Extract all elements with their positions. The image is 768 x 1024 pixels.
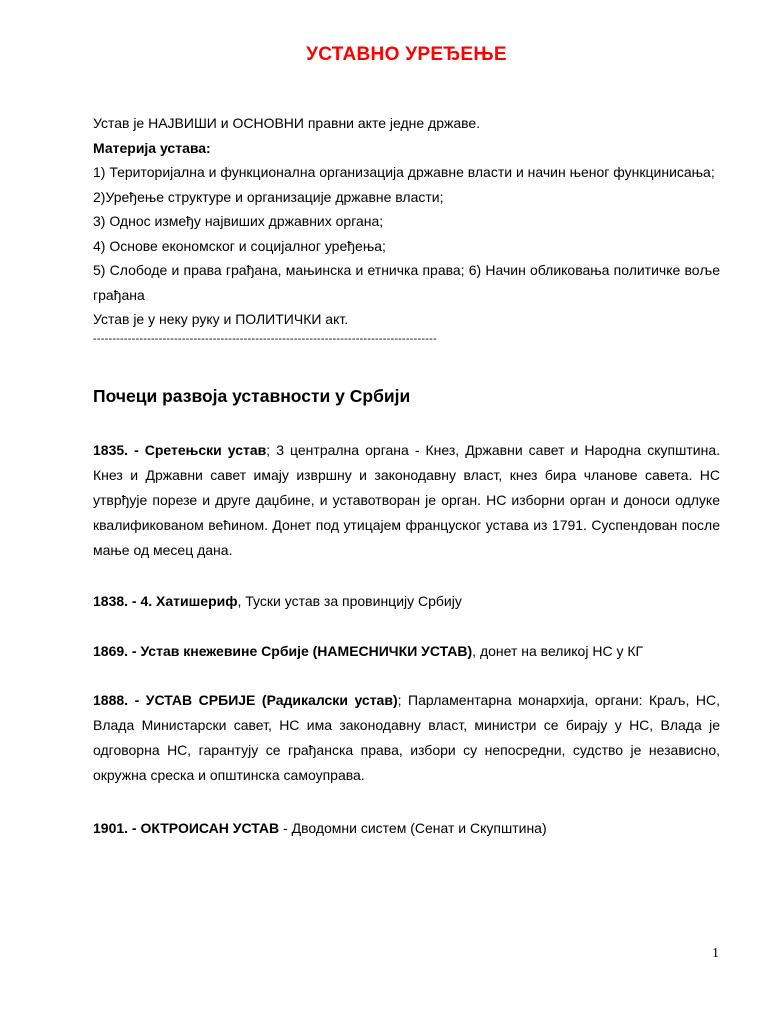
section-text: - Дводомни систем (Сенат и Скупштина)	[279, 820, 547, 836]
section-1869	[93, 639, 720, 664]
dashed-divider: -----------------------------------------------------------------------------------------	[93, 332, 437, 345]
section-title: 1838. - 4. Хатишериф	[93, 593, 238, 609]
section-title: 1869. - Устав кнежевине Србије (НАМЕСНИЧКИ УСТАВ)	[93, 643, 473, 659]
intro-line: Устав је НАЈВИШИ и ОСНОВНИ правни акте једне државе.	[93, 115, 481, 131]
intro-block	[93, 111, 720, 346]
materia-item-3: 3) Однос између највиших државних органа;	[93, 213, 384, 229]
section-1838	[93, 589, 720, 614]
section-text: ; Парламентарна монархија, органи: Краљ, НС, Влада Министарски савет, НС има законодавну власт, министри се бирају у НС, Влада је одговорна НС, гарантују се грађанска права, избори су непосредни, судство је независно, окружна среска и општинска самоуправа.	[93, 692, 720, 783]
materia-item-1: 1) Територијална и функционална организација државне власти и начин њеног функцинисања;	[93, 164, 715, 180]
section-title: 1888. - УСТАВ СРБИЈЕ (Радикалски устав)	[93, 692, 398, 708]
section-1888	[93, 688, 720, 788]
section-heading: Почеци развоја уставности у Србији	[93, 386, 411, 406]
materia-item-4: 4) Основе економског и социјалног уређења;	[93, 237, 386, 254]
page-number: 1	[712, 946, 719, 961]
section-text: , Туски устав за провинцију Србију	[237, 593, 462, 609]
materia-item-5: 5) Слободе и права грађана, мањинска и етничка права; 6) Начин обликовања политичке воље грађана	[93, 262, 720, 303]
section-title: 1901. - ОКТРОИСАН УСТАВ	[93, 820, 280, 836]
political-line: Устав је у неку руку и ПОЛИТИЧКИ акт.	[93, 311, 349, 327]
document-title: УСТАВНО УРЕЂЕЊЕ	[306, 44, 507, 65]
section-1901	[93, 816, 720, 841]
section-1835	[93, 438, 720, 563]
materia-label: Материја устава:	[93, 139, 211, 156]
section-title: 1835. - Сретењски устав	[93, 442, 267, 458]
section-text: ; 3 централна органа - Кнез, Државни савет и Народна скупштина. Кнез и Државни савет имају извршну и законодавну власт, кнез бира чланове савета. НС утврђује порезе и друге даџбине, и уставотворан је орган. НС изборни орган и доноси одлуке квалификованом већином. Донет под утицајем француског устава из 1791. Суспендован после мање од месец дана.	[93, 442, 720, 558]
section-text: , донет на великој НС у КГ	[472, 643, 644, 659]
materia-item-2: 2)Уређење структуре и организације државне власти;	[93, 188, 444, 205]
